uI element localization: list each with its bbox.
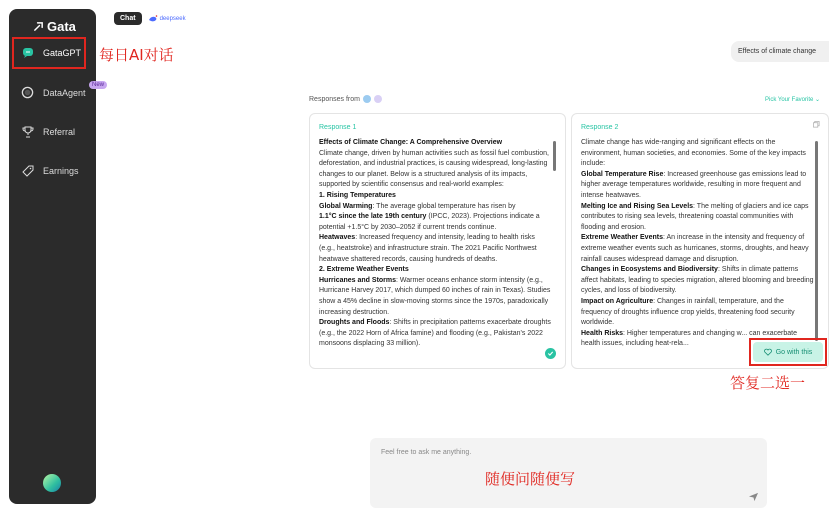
sidebar-item-dataagent[interactable] (9, 85, 96, 100)
response-text: : Higher temperatures and changing w... can exacerbate health issues, including heat-rela... (581, 329, 797, 348)
annotation-ask-anything: 随便问随便写 (485, 470, 576, 488)
model-a-icon (363, 95, 371, 103)
responses-from (309, 95, 382, 103)
response-card-1[interactable] (309, 113, 566, 369)
chat-mode-pill[interactable]: Chat (114, 12, 142, 25)
response-paragraph (581, 202, 814, 234)
annotation-ai-chat: 每日AI对话 (99, 46, 174, 64)
response-bold-text: Heatwaves (319, 234, 356, 242)
response-bold-text: Impact on Agriculture (581, 297, 654, 305)
response-text: : The melting of glaciers and ice caps contributes to rising sea levels, threatening coastal communities with flooding and erosion. (581, 202, 809, 231)
response-bold-text: Hurricanes and Storms (319, 276, 397, 284)
response-bold-text: 1. Rising Temperatures (319, 191, 396, 199)
response-bold-text: Global Temperature Rise (581, 170, 664, 178)
response-paragraph (581, 170, 814, 202)
response-text: : Increased frequency and intensity, leading to health risks (e.g., heatstroke) and infrastructure strain. The 2021 Pacific Northwest heatwave shattered records, causing hundreds of deaths. (319, 234, 537, 263)
response-title: Response 2 (581, 124, 619, 131)
response-text: Climate change, driven by human activities such as fossil fuel combustion, deforestation, and industrial practices, is causing widespread, long-lasting changes to our planet. Below is a structured analysis of its impacts, supported by scientific consensus and real-world examples: (319, 149, 549, 189)
response-body (581, 138, 814, 362)
annotation-highlight-gatagpt (12, 37, 86, 69)
response-paragraph (319, 191, 551, 202)
response-paragraph (319, 202, 551, 213)
scrollbar-thumb[interactable] (815, 141, 818, 341)
response-paragraph (581, 233, 814, 265)
pick-favorite-dropdown[interactable]: Pick Your Favorite ⌄ (765, 97, 821, 103)
input-placeholder: Feel free to ask me anything. (381, 449, 472, 456)
app-logo[interactable] (33, 19, 76, 34)
response-text: : Changes in rainfall, temperature, and the frequency of droughts influence crop yields, threatening food security worldwide. (581, 297, 795, 327)
sidebar-item-earnings[interactable] (9, 163, 96, 178)
sidebar-item-referral[interactable] (9, 124, 96, 139)
response-card-2[interactable] (571, 113, 829, 369)
response-paragraph (319, 276, 551, 318)
response-text: : An increase in the intensity and frequency of extreme weather events such as hurricanes, storms, droughts, and heavy rainfall causes widespread damage and disruption. (581, 234, 809, 263)
topbar (114, 12, 186, 25)
response-bold-text: Melting Ice and Rising Sea Levels (581, 202, 694, 210)
sidebar-item-label: Earnings (43, 165, 79, 176)
response-bold-text: Global Warming (319, 202, 373, 210)
scrollbar-thumb[interactable] (553, 141, 556, 171)
response-paragraph (581, 138, 814, 170)
annotation-pick-one: 答复二选一 (730, 374, 806, 392)
sidebar (9, 9, 105, 504)
model-label: deepseek (159, 15, 186, 22)
response-bold-text: Droughts and Floods (319, 319, 390, 327)
response-title: Response 1 (319, 124, 357, 131)
response-paragraph (319, 212, 551, 233)
logo-text: Gata (47, 19, 76, 34)
response-text: : The average global temperature has risen by (372, 202, 516, 210)
response-bold-text: 2. Extreme Weather Events (319, 266, 409, 274)
response-bold-text: Effects of Climate Change: A Comprehensive Overview (319, 139, 503, 146)
responses-from-label: Responses from (309, 95, 360, 103)
model-b-icon (374, 95, 382, 103)
response-paragraph (581, 265, 814, 297)
model-selector[interactable] (148, 15, 186, 23)
check-icon[interactable] (545, 348, 556, 359)
user-message: Effects of climate change (731, 41, 829, 62)
send-icon[interactable] (748, 492, 759, 502)
response-bold-text: Changes in Ecosystems and Biodiversity (581, 266, 718, 274)
annotation-highlight-go-button (749, 338, 827, 366)
response-text: : Warmer oceans enhance storm intensity (e.g., Hurricane Harvey 2017, which dumped 60 inches of rain in Texas). Studies show a 45% decline in slow-moving storms since the 1970s, paradoxically increasing destruction. (319, 276, 551, 316)
trophy-icon (20, 124, 35, 139)
avatar[interactable] (43, 474, 61, 492)
response-paragraph (581, 297, 814, 329)
response-bold-text: Health Risks (581, 329, 624, 337)
response-bold-text: 1.1°C since the late 19th century (319, 213, 427, 221)
new-badge: New (89, 81, 107, 89)
sidebar-item-label: Referral (43, 126, 76, 137)
response-bold-text: Extreme Weather Events (581, 234, 663, 242)
sidebar-item-label: DataAgent (43, 87, 86, 98)
response-text: Climate change has wide-ranging and significant effects on the environment, human societies, and economies. Some of the key impacts include: (581, 139, 806, 168)
sidebar-item-label: GataGPT (43, 47, 82, 58)
response-paragraph (319, 138, 551, 149)
response-text: (IPCC, 2023). Projections indicate a potential +1.5°C by 2030–2052 if current trends continue. (319, 213, 540, 231)
response-text: : Shifts in climate patterns affect habitats, leading to species migration, altered blooming and breeding cycles, and loss of biodiversity. (581, 266, 814, 295)
tag-icon (20, 163, 35, 178)
response-text: : Shifts in precipitation patterns exacerbate droughts (e.g., the 2022 Horn of Africa famine) and flooding (e.g., Pakistan's 2022 monsoons displacing 33 million). (319, 319, 551, 348)
response-paragraph (319, 318, 551, 350)
response-paragraph (319, 233, 551, 265)
deepseek-whale-icon (148, 15, 158, 23)
agent-ring-icon (20, 85, 35, 100)
response-text: : Increased greenhouse gas emissions lead to higher average temperatures worldwide, resulting in more frequent and intense heatwaves. (581, 170, 807, 199)
response-body (319, 138, 551, 362)
go-with-this-label: Go with this (775, 348, 813, 356)
copy-icon[interactable] (813, 121, 820, 128)
response-paragraph (319, 149, 551, 191)
response-paragraph (319, 265, 551, 276)
gata-logo-icon (33, 21, 44, 32)
